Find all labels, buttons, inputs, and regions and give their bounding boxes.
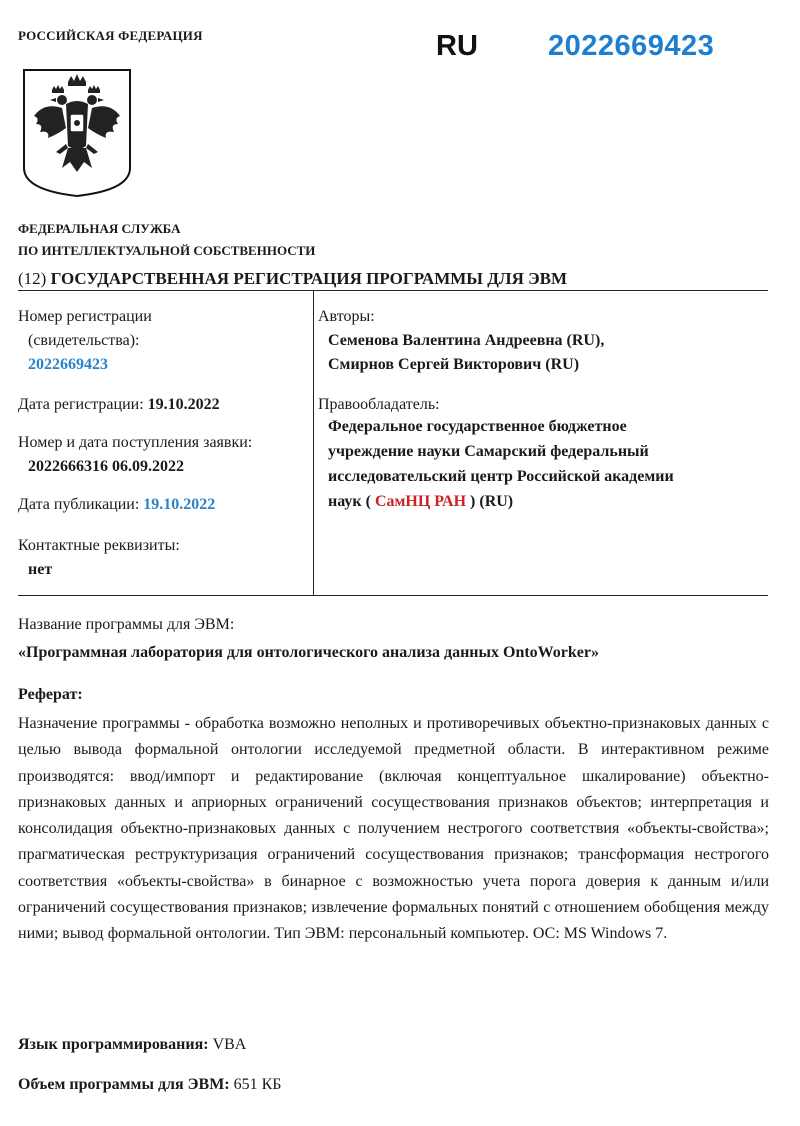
program-name: «Программная лаборатория для онтологического анализа данных OntoWorker» [18, 644, 599, 661]
agency-name [18, 218, 315, 262]
holder-line-1: Федеральное государственное бюджетное [328, 418, 627, 435]
application-value: 2022666316 06.09.2022 [28, 458, 184, 475]
size-row [18, 1076, 281, 1094]
holder-line-3: исследовательский центр Российской академии [328, 468, 674, 485]
author-2: Смирнов Сергей Викторович (RU) [328, 356, 580, 373]
reg-number-label-2: (свидетельства): [28, 332, 140, 349]
size-value: 651 КБ [233, 1076, 282, 1093]
abstract-text: Назначение программы - обработка возможно неполных и противоречивых объектно-признаковых данных с целью вывода формальной онтологии исследуемой предметной области. В интерактивном режиме производятся: ввод/импорт и редактирование (включая концептуальное шкалирование) объектно-признаковых данных и априорных ограничений сосуществования признаков объектов; интерпретация и консолидация объектно-признаковых данных с получением нестрогого соответствия «объекты-свойства»; прагматическая реструктуризация ограничений сосуществования признаков; трансформация нестрогого соответствия «объекты-свойства» в бинарное с возможностью учета порога доверия к данным и/или ограничений сосуществования признаков; извлечение формальных понятий с отношением обобщения между ними; вывод формальной онтологии. Тип ЭВМ: персональный компьютер. ОС: MS Windows 7. [18, 715, 769, 943]
title-text: ГОСУДАРСТВЕННАЯ РЕГИСТРАЦИЯ ПРОГРАММЫ ДЛЯ ЭВМ [50, 269, 568, 288]
section-code: (12) [18, 269, 47, 288]
author-1: Семенова Валентина Андреевна (RU), [328, 332, 605, 349]
reg-number-label-1: Номер регистрации [18, 308, 152, 325]
contacts-label: Контактные реквизиты: [18, 537, 180, 554]
holder-last-prefix: наук ( [328, 493, 371, 510]
reg-date-value: 19.10.2022 [147, 396, 220, 413]
program-name-label: Название программы для ЭВМ: [18, 616, 235, 633]
holder-label: Правообладатель: [318, 396, 440, 413]
pub-date-label: Дата публикации: [18, 496, 140, 513]
top-divider [18, 290, 768, 291]
reg-date-label: Дата регистрации: [18, 396, 144, 413]
reg-date-row [18, 396, 220, 414]
language-value: VBA [212, 1036, 247, 1053]
language-label: Язык программирования: [18, 1036, 209, 1053]
pub-date-link[interactable]: 19.10.2022 [143, 496, 216, 513]
document-number: 2022669423 [548, 30, 715, 62]
authors-label: Авторы: [318, 308, 375, 325]
abstract-label: Реферат: [18, 686, 83, 703]
column-divider [313, 290, 314, 595]
size-label: Объем программы для ЭВМ: [18, 1076, 230, 1093]
holder-last-suffix: ) (RU) [470, 493, 514, 510]
agency-line-2: ПО ИНТЕЛЛЕКТУАЛЬНОЙ СОБСТВЕННОСТИ [18, 243, 316, 258]
country-code: RU [436, 30, 478, 62]
application-label: Номер и дата поступления заявки: [18, 434, 253, 451]
reg-number-link[interactable]: 2022669423 [28, 356, 108, 373]
bottom-divider [18, 595, 768, 596]
agency-line-1: ФЕДЕРАЛЬНАЯ СЛУЖБА [18, 221, 181, 236]
pub-date-row [18, 496, 215, 514]
holder-line-4 [328, 493, 513, 511]
holder-line-2: учреждение науки Самарский федеральный [328, 443, 649, 460]
document-title [18, 268, 567, 290]
language-row [18, 1036, 246, 1054]
coat-of-arms-icon [22, 68, 132, 198]
holder-abbr: СамНЦ РАН [374, 493, 467, 510]
contacts-value: нет [28, 561, 53, 578]
country-name: РОССИЙСКАЯ ФЕДЕРАЦИЯ [18, 28, 203, 43]
